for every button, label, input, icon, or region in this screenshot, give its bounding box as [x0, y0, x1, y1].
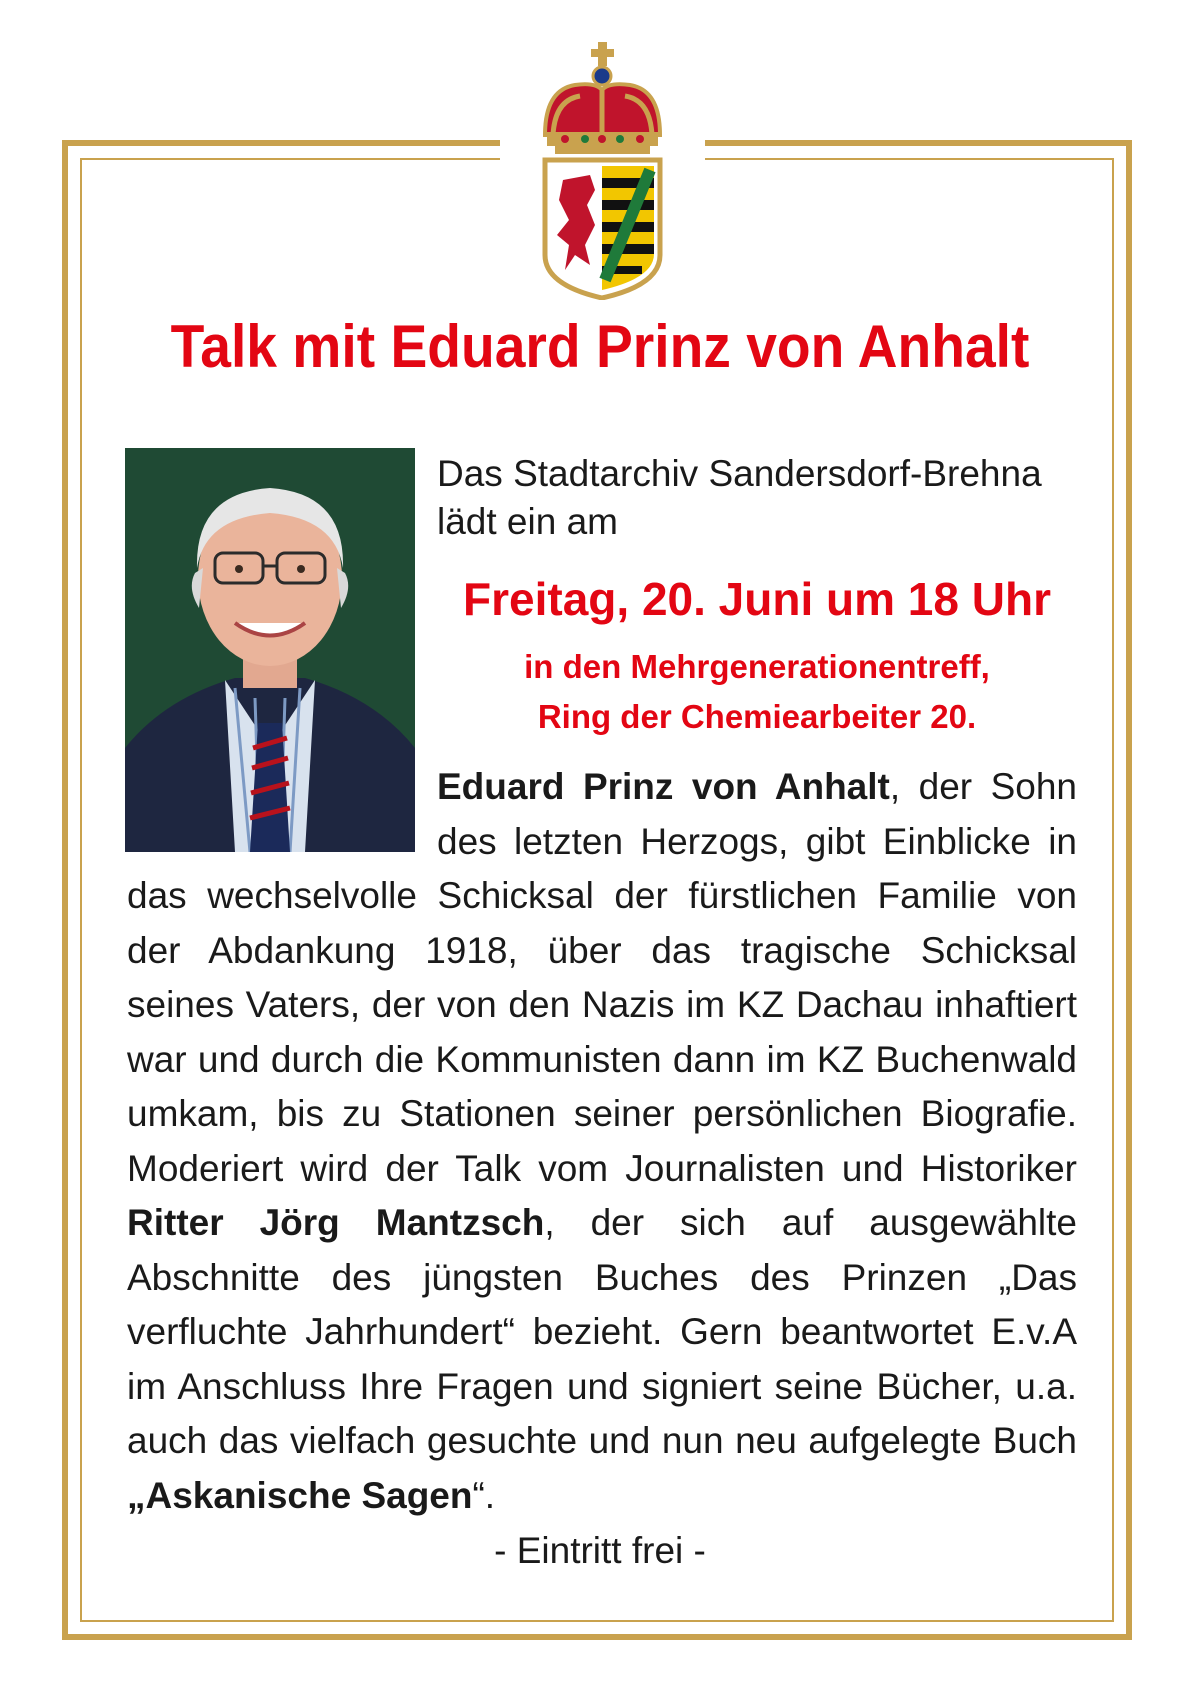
page-title: Talk mit Eduard Prinz von Anhalt — [170, 313, 1030, 380]
guest-name: Eduard Prinz von Anhalt — [437, 766, 890, 807]
event-venue — [437, 642, 1077, 742]
intro-text: Das Stadtarchiv Sandersdorf-Brehna lädt ein am — [437, 453, 1042, 542]
event-date: Freitag, 20. Juni um 18 Uhr — [463, 573, 1051, 625]
book-title: „Askanische Sagen — [127, 1474, 473, 1516]
description-part-2: , der sich auf ausgewählte Abschnitte des jüngsten Buches des Prinzen „Das verfluchte Jahrhundert“ bezieht. Gern beantwortet E.v.A im Anschluss Ihre Fragen und signiert seine Bücher, u.a. auch das vielfach gesuchte und nun neu aufgelegte Buch — [127, 1202, 1078, 1461]
moderator-name: Ritter Jörg Mantzsch — [127, 1202, 545, 1243]
coat-of-arms-icon — [535, 40, 670, 300]
photo-wrap-spacer — [127, 760, 437, 866]
description-paragraph — [127, 760, 1077, 1523]
description-part-1: , der Sohn des letzten Herzogs, gibt Einblicke in das wechselvolle Schicksal der fürstlichen Familie von der Abdankung 1918, über das tragische Schicksal seines Vaters, der von den Nazis im KZ Dachau inhaftiert war und durch die Kommunisten dann im KZ Buchenwald umkam, bis zu Stationen seiner persönlichen Biografie. Moderiert wird der Talk vom Journalisten und Historiker — [127, 766, 1078, 1189]
free-entry-note: - Eintritt frei - — [494, 1530, 706, 1571]
venue-line-1: in den Mehrgenerationentreff, — [524, 648, 990, 685]
description-part-3: “. — [472, 1474, 496, 1516]
venue-line-2: Ring der Chemiearbeiter 20. — [537, 698, 977, 735]
